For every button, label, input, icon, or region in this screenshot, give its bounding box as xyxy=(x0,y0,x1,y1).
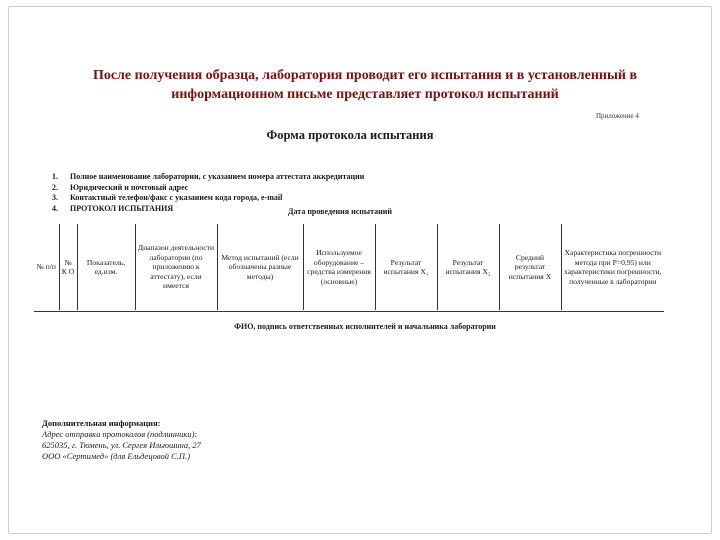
header-cell-range: Диапазон деятельности лаборатории (по приложению к аттестату), если имеется xyxy=(135,224,217,310)
header-cell-equipment: Используемое оборудование – средства измерения (основные) xyxy=(303,224,375,310)
signature-line: ФИО, подпись ответственных исполнителей и начальника лаборатории xyxy=(234,322,496,331)
form-title: Форма протокола испытания xyxy=(266,128,434,142)
header-cell-indicator: Показатель, ед.изм. xyxy=(77,224,135,310)
header-cell-result-2: Результат испытания X₂ xyxy=(437,224,499,310)
additional-info xyxy=(42,418,201,462)
header-cell-number: № п/п xyxy=(34,224,59,310)
header-cell-result-1: Результат испытания X₁ xyxy=(375,224,437,310)
additional-info-line: 625035, г. Тюмень, ул. Сергея Ильюшина, 27 xyxy=(42,440,201,450)
table-header-row xyxy=(34,224,664,310)
list-item: 3. Контактный телефон/факс с указанием кода города, e-mail xyxy=(52,193,283,202)
list-item: 4. ПРОТОКОЛ ИСПЫТАНИЯ xyxy=(52,203,174,213)
header-cell-mean: Средний результат испытания X xyxy=(499,224,561,310)
appendix-label: Приложение 4 xyxy=(596,112,639,120)
additional-info-line: Адрес отправки протоколов (подлинники): xyxy=(42,429,198,439)
protocol-table xyxy=(34,224,664,310)
list-item: 1. Полное наименование лаборатории, с указанием номера аттестата аккредитации xyxy=(52,172,365,181)
slide-title: После получения образца, лаборатория проводит его испытания и в установленный в информационном письме представляет протокол испытаний xyxy=(92,68,638,102)
header-cell-method: Метод испытаний (если обозначены разные методы) xyxy=(217,224,303,310)
additional-info-line: ООО «Сертимед» (для Ельдецовой С.П.) xyxy=(42,451,191,461)
table-bottom-rule xyxy=(34,311,664,312)
header-cell-error: Характеристика погрешности метода при P=0,95) или характеристики погрешности, полученные в лаборатории xyxy=(561,224,664,310)
list-item: 2. Юридический и почтовый адрес xyxy=(52,182,189,192)
date-label: Дата проведения испытаний xyxy=(288,207,392,216)
additional-info-title: Дополнительная информация: xyxy=(42,418,161,428)
header-cell-ko: № К О xyxy=(59,224,77,310)
